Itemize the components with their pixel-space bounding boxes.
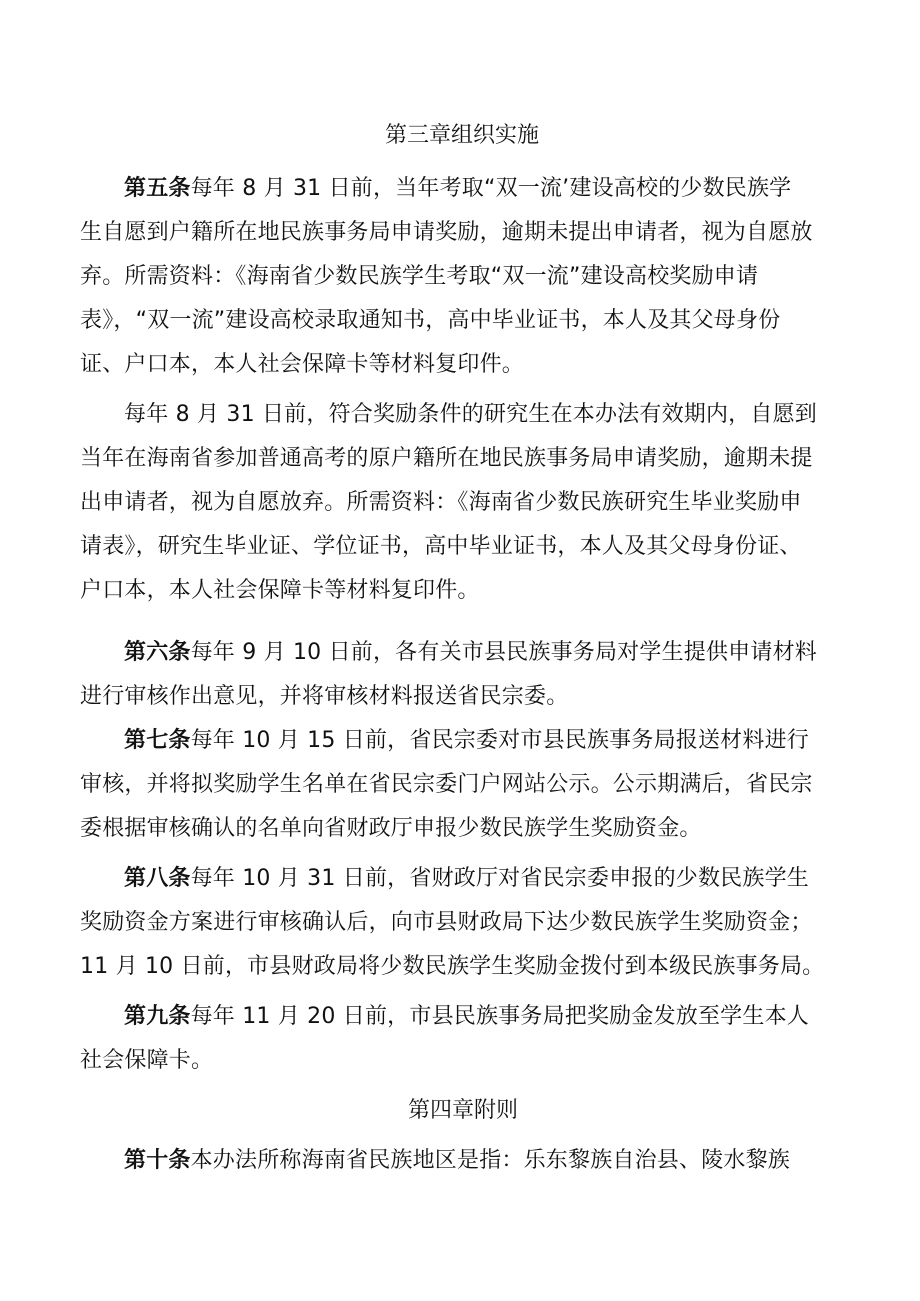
article-9-text-1: 每年 11 月 20 日前，市县民族事务局把奖励金发放至学生本人	[190, 1004, 809, 1029]
article-7-line-1	[124, 719, 809, 763]
article-10-label: 第十条	[124, 1148, 191, 1173]
article-9-label: 第九条	[124, 1004, 191, 1029]
chapter-3-heading: 第三章组织实施	[385, 123, 540, 148]
chapter-4-heading: 第四章附则	[408, 1098, 519, 1123]
article-7-line-2: 审核，并将拟奖励学生名单在省民宗委门户网站公示。公示期满后，省民宗	[80, 772, 813, 797]
article-10-text-1: 本办法所称海南省民族地区是指：乐东黎族自治县、陵水黎族	[190, 1148, 791, 1173]
article-6-line-2: 进行审核作出意见，并将审核材料报送省民宗委。	[80, 684, 569, 709]
article-10-line-1	[124, 1139, 790, 1183]
article-7-text-1: 每年 10 月 15 日前，省民宗委对市县民族事务局报送材料进行	[190, 728, 809, 753]
article-5-line-1	[124, 167, 791, 211]
article-8-text-1: 每年 10 月 31 日前，省财政厅对省民宗委申报的少数民族学生	[190, 866, 809, 891]
article-7-label: 第七条	[124, 728, 191, 753]
article-9-line-2: 社会保障卡。	[80, 1048, 214, 1073]
article-5-para-2-line-2: 当年在海南省参加普通高考的原户籍所在地民族事务局申请奖励，逾期未提	[80, 446, 813, 471]
article-5-label: 第五条	[124, 176, 191, 201]
article-9-line-1	[124, 995, 809, 1039]
article-5-line-4: 表》，“双一流”建设高校录取通知书，高中毕业证书，本人及其父母身份	[80, 308, 781, 333]
article-5-line-5: 证、户口本，本人社会保障卡等材料复印件。	[80, 352, 525, 377]
article-7-line-3: 委根据审核确认的名单向省财政厅申报少数民族学生奖励资金。	[80, 816, 702, 841]
article-5-para-2-line-1: 每年 8 月 31 日前，符合奖励条件的研究生在本办法有效期内，自愿到	[124, 402, 817, 427]
article-8-line-1	[124, 857, 809, 901]
article-5-para-2-line-4: 请表》，研究生毕业证、学位证书，高中毕业证书，本人及其父母身份证、	[80, 534, 802, 559]
article-5-line-2: 生自愿到户籍所在地民族事务局申请奖励，逾期未提出申请者，视为自愿放	[80, 220, 813, 245]
article-6-line-1	[124, 631, 817, 675]
article-5-para-2-line-5: 户口本，本人社会保障卡等材料复印件。	[80, 578, 480, 603]
article-6-text-1: 每年 9 月 10 日前，各有关市县民族事务局对学生提供申请材料	[190, 640, 817, 665]
article-5-line-3: 弃。所需资料：《海南省少数民族学生考取“双一流”建设高校奖励申请	[80, 264, 759, 289]
article-8-line-2: 奖励资金方案进行审核确认后，向市县财政局下达少数民族学生奖励资金；	[80, 910, 813, 935]
article-5-para-2-line-3: 出申请者，视为自愿放弃。所需资料：《海南省少数民族研究生毕业奖励申	[80, 490, 802, 515]
article-5-text-1: 每年 8 月 31 日前，当年考取“双一流’建设高校的少数民族学	[190, 176, 792, 201]
article-8-line-3: 11 月 10 日前，市县财政局将少数民族学生奖励金拨付到本级民族事务局。	[80, 954, 825, 979]
article-6-label: 第六条	[124, 640, 191, 665]
article-8-label: 第八条	[124, 866, 191, 891]
